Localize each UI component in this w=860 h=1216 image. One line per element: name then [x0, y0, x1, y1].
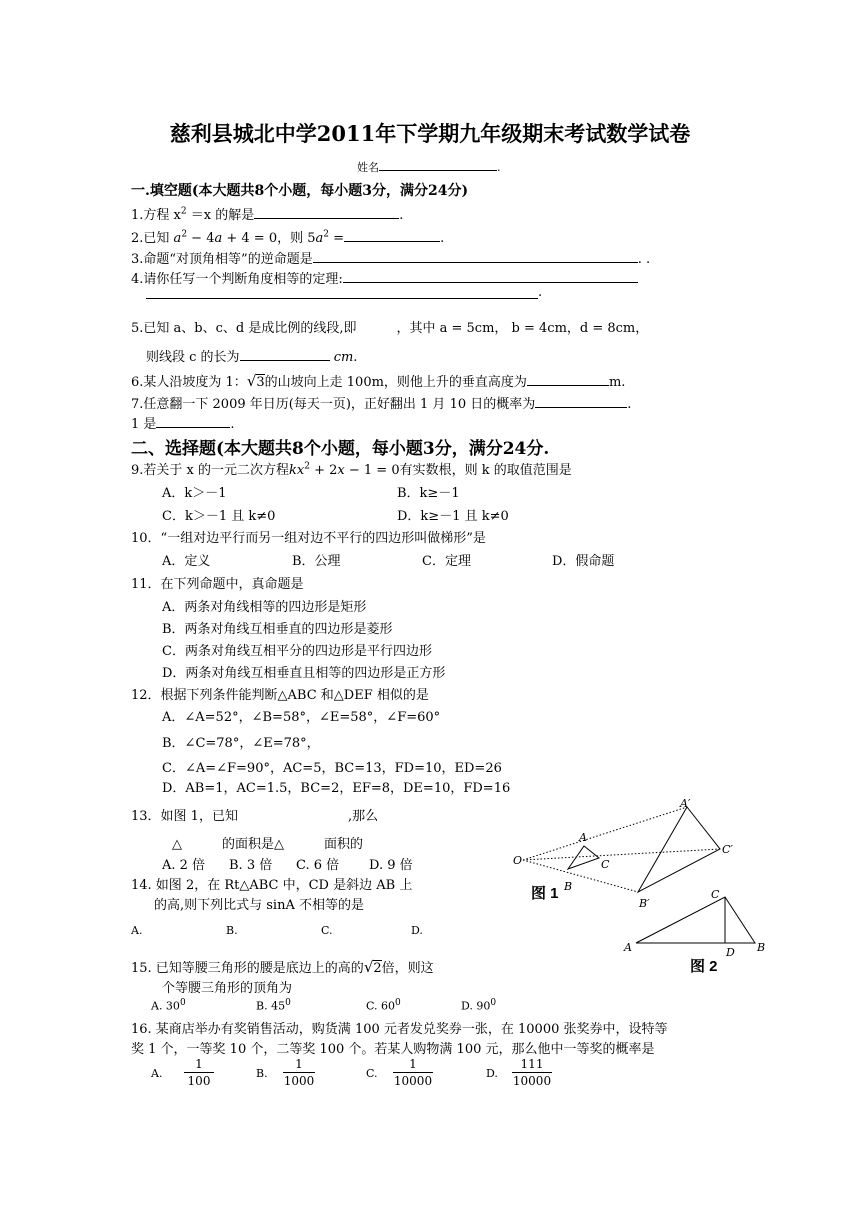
fig1-point-c: C	[601, 858, 610, 871]
question-4-answer-line	[146, 298, 538, 299]
q13-option-b[interactable]: B. 3 倍	[229, 858, 273, 873]
question-11: 11．在下列命题中，真命题是	[131, 577, 304, 592]
q10-option-a[interactable]: A．定义	[162, 554, 211, 569]
question-8: 1 是 .	[131, 417, 235, 432]
q11-option-b[interactable]: B．两条对角线互相垂直的四边形是菱形	[162, 622, 393, 637]
name-label: 姓名	[357, 161, 379, 174]
q9-option-b[interactable]: B．k≥－1	[397, 486, 460, 501]
question-4: 4.请你任写一个判断角度相等的定理:	[131, 268, 638, 287]
section-2-heading: 二、选择题(本大题共8个小题，每小题3分，满分24分.	[131, 439, 550, 459]
q16-fraction-a: 1 100	[184, 1057, 214, 1088]
q10-option-b[interactable]: B．公理	[292, 554, 341, 569]
q15-option-a[interactable]: A. $30^0$	[151, 998, 186, 1013]
question-15: 15. 已知等腰三角形的腰是底边上的高的√2倍，则这	[131, 958, 434, 976]
question-9: 9.若关于 x 的一元二次方程$kx^2 + 2x - 1 = 0$有实数根，则 k 的取值范围是	[131, 461, 572, 478]
q10-option-c[interactable]: C．定理	[422, 554, 471, 569]
q10-option-d[interactable]: D．假命题	[552, 554, 615, 569]
q16-fraction-d: 111 10000	[512, 1057, 552, 1088]
q14-option-b[interactable]: B.	[226, 924, 238, 937]
figure-2-caption: 图 2	[690, 958, 718, 975]
question-13-line2: △ 的面积是△ 面积的	[172, 837, 364, 852]
question-14: 14. 如图 2，在 Rt△ABC 中，CD 是斜边 AB 上	[131, 878, 413, 893]
q14-option-d[interactable]: D.	[411, 924, 423, 937]
q16-fraction-b: 1 1000	[283, 1057, 315, 1088]
q9-option-c[interactable]: C．k＞－1 且 k≠0	[162, 509, 276, 524]
q11-option-d[interactable]: D．两条对角线互相垂直且相等的四边形是正方形	[162, 666, 446, 681]
q12-option-c[interactable]: C．∠A=∠F=90°，AC=5，BC=13，FD=10，ED=26	[162, 761, 502, 776]
q11-option-a[interactable]: A．两条对角线相等的四边形是矩形	[162, 600, 367, 615]
q15-option-b[interactable]: B. $45^0$	[256, 998, 291, 1013]
question-15-line2: 个等腰三角形的顶角为	[162, 981, 293, 996]
q14-option-a[interactable]: A.	[131, 924, 143, 937]
q14-option-c[interactable]: C.	[321, 924, 333, 937]
question-5-line2: 则线段 c 的长为 cm.	[146, 350, 358, 365]
question-10: 10．“一组对边平行而另一组对边不平行的四边形叫做梯形”是	[131, 531, 486, 546]
question-3: 3.命题“对顶角相等”的逆命题是 . .	[131, 252, 651, 267]
q16-option-d[interactable]: D.	[486, 1067, 498, 1080]
fig1-point-c-prime: C′	[722, 843, 733, 856]
q16-option-a[interactable]: A.	[151, 1067, 163, 1080]
fig1-point-a-prime: A′	[680, 797, 691, 810]
question-13: 13．如图 1，已知 ,那么	[131, 809, 379, 824]
q12-option-a[interactable]: A．∠A=52°，∠B=58°，∠E=58°，∠F=60°	[162, 710, 441, 725]
fig1-point-a: A	[579, 831, 587, 844]
fig2-point-c: C	[711, 888, 720, 901]
fig2-point-d: D	[726, 946, 735, 959]
question-7: 7.任意翻一下 2009 年日历(每天一页)，正好翻出 1 月 10 日的概率为 .	[131, 397, 632, 412]
q13-option-c[interactable]: C. 6 倍	[296, 858, 340, 873]
q16-option-b[interactable]: B.	[256, 1067, 268, 1080]
question-14-line2: 的高,则下列比式与 sinA 不相等的是	[154, 898, 364, 913]
q12-option-b[interactable]: B．∠C=78°，∠E=78°，	[162, 736, 320, 751]
q16-fraction-c: 1 10000	[393, 1057, 433, 1088]
fig2-point-a: A	[624, 941, 632, 954]
question-2: 2.已知 $a^2 - 4a + 4 = 0$，则 $5a^2$ = .	[131, 229, 445, 246]
q15-option-d[interactable]: D. $90^0$	[461, 998, 497, 1013]
figure-2	[620, 885, 770, 980]
q13-option-a[interactable]: A. 2 倍	[162, 858, 206, 873]
fig1-point-b-prime: B′	[639, 897, 650, 910]
question-12: 12．根据下列条件能判断△ABC 和△DEF 相似的是	[131, 688, 429, 703]
q16-option-c[interactable]: C.	[366, 1067, 378, 1080]
fig1-point-b: B	[564, 880, 573, 893]
figure-1-caption: 图 1	[531, 885, 559, 902]
fig2-point-b: B	[757, 941, 766, 954]
question-16-line2: 奖 1 个，一等奖 10 个，二等奖 100 个。若某人购物满 100 元，那么他中一等奖的概率是	[131, 1042, 655, 1057]
section-1-heading: 一.填空题(本大题共8个小题，每小题3分，满分24分)	[131, 183, 469, 199]
q15-option-c[interactable]: C. $60^0$	[366, 998, 401, 1013]
q13-option-d[interactable]: D. 9 倍	[369, 858, 413, 873]
fig1-point-o: O	[513, 854, 523, 867]
question-16: 16. 某商店举办有奖销售活动，购货满 100 元者发兑奖券一张，在 10000 张奖券中，设特等	[131, 1022, 668, 1037]
name-field: 姓名 .	[357, 158, 501, 175]
question-6: 6.某人沿坡度为 1：√3的山坡向上走 100m，则他上升的垂直高度为 m.	[131, 372, 626, 390]
exam-title: 慈利县城北中学2011年下学期九年级期末考试数学试卷	[169, 121, 691, 146]
q9-option-a[interactable]: A．k＞－1	[162, 486, 227, 501]
q11-option-c[interactable]: C．两条对角线互相平分的四边形是平行四边形	[162, 644, 432, 659]
q9-option-d[interactable]: D．k≥－1 且 k≠0	[397, 509, 509, 524]
q12-option-d[interactable]: D．AB=1，AC=1.5，BC=2，EF=8，DE=10，FD=16	[162, 781, 511, 796]
question-1: 1.方程 $x^2 =x$ 的解是 .	[131, 206, 404, 223]
question-5: 5.已知 a、b、c、d 是成比例的线段,即 ，其中 a = 5cm， b = 4cm，d = 8cm，	[131, 321, 649, 336]
